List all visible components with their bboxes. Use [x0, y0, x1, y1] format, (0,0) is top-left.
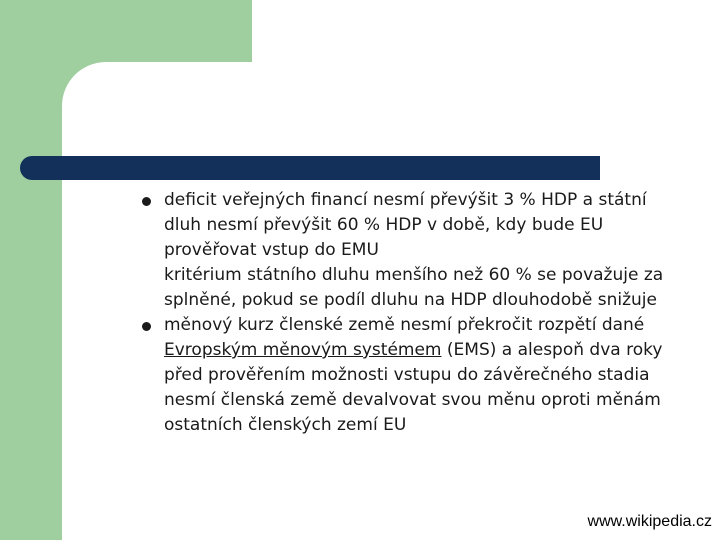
bullet-text-start: měnový kurz členské země nesmí překročit rozpětí dané: [164, 315, 645, 335]
bullet-text: deficit veřejných financí nesmí převýšit 3 % HDP a státní dluh nesmí převýšit 60 % HDP v době, kdy bude EU prověřovat vstup do EMU: [164, 190, 647, 260]
bullet-icon: [142, 322, 151, 331]
bullet-continuation: kritérium státního dluhu menšího než 60 % se považuje za splněné, pokud se podíl dluhu na HDP dlouhodobě snižuje: [164, 265, 664, 310]
list-item: [142, 188, 682, 263]
ems-link[interactable]: Evropským měnovým systémem: [164, 340, 442, 360]
list-item: [142, 313, 682, 438]
bullet-text-end: (EMS) a alespoň dva roky před prověřením možnosti vstupu do závěrečného stadia nesmí členská země devalvovat svou měnu oproti měnám ostatních členských zemí EU: [164, 340, 663, 435]
source-footer: www.wikipedia.cz: [587, 513, 712, 530]
title-bar: [20, 156, 600, 180]
background-white-top: [252, 0, 720, 62]
bullet-list: [142, 188, 682, 438]
bullet-icon: [142, 197, 151, 206]
